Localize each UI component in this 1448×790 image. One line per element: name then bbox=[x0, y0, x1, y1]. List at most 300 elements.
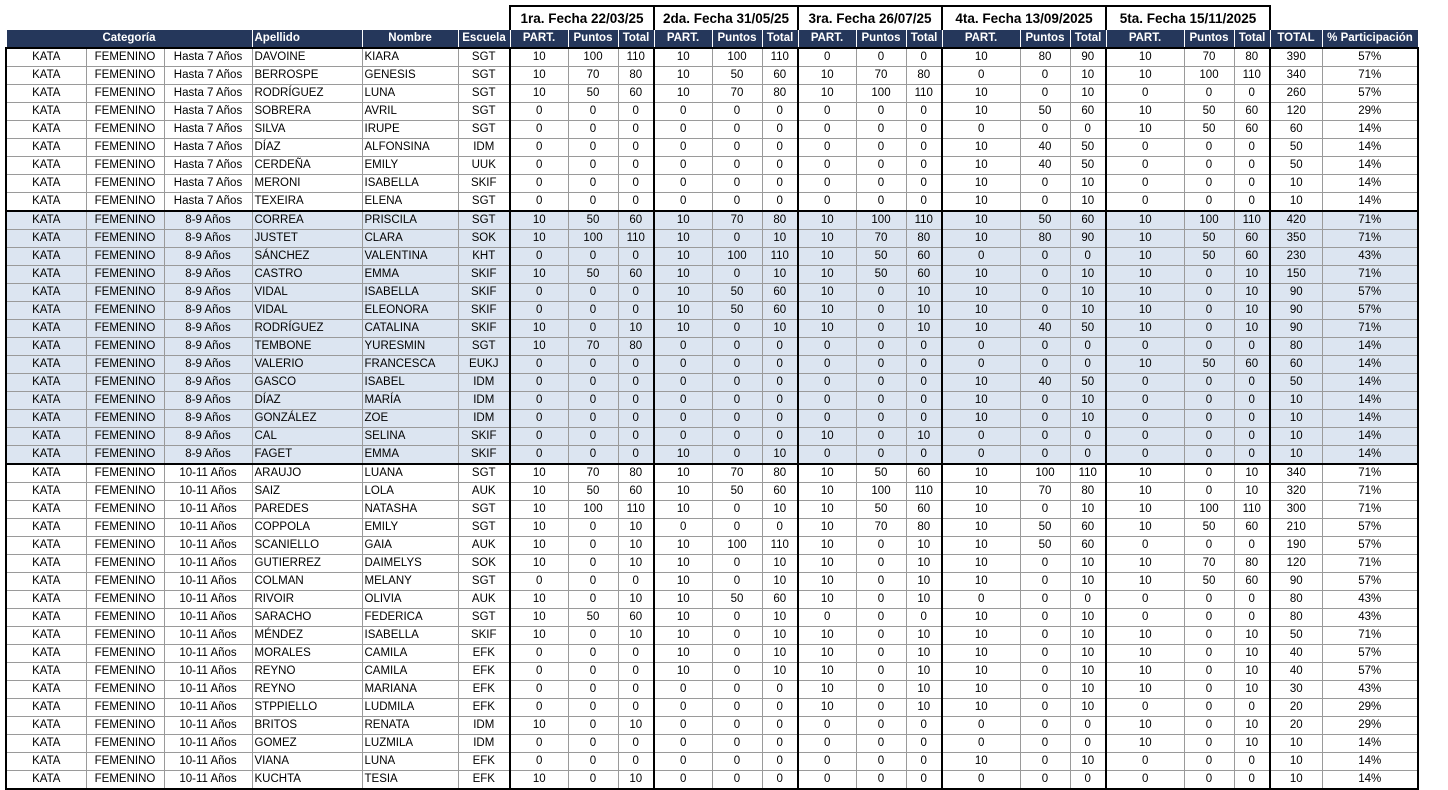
cell-fecha-1-part: 0 bbox=[510, 735, 568, 753]
cell-fecha-2-part: 10 bbox=[654, 446, 712, 465]
cell-fecha-3-total: 0 bbox=[906, 338, 942, 356]
cell-edad: 8-9 Años bbox=[164, 392, 252, 410]
cell-edad: 10-11 Años bbox=[164, 681, 252, 699]
cell-total-general: 50 bbox=[1270, 627, 1322, 645]
cell-fecha-3-part: 10 bbox=[798, 627, 856, 645]
cell-fecha-4-part: 0 bbox=[942, 67, 1020, 85]
cell-total-general: 20 bbox=[1270, 717, 1322, 735]
table-row bbox=[6, 67, 1418, 85]
cell-edad: 8-9 Años bbox=[164, 410, 252, 428]
cell-apellido: MERONI bbox=[252, 175, 362, 193]
col-header-total-general: TOTAL bbox=[1270, 30, 1322, 49]
cell-fecha-4-total: 60 bbox=[1070, 211, 1106, 230]
table-row bbox=[6, 483, 1418, 501]
cell-fecha-4-part: 10 bbox=[942, 302, 1020, 320]
cell-modalidad: KATA bbox=[6, 338, 86, 356]
cell-apellido: MORALES bbox=[252, 645, 362, 663]
cell-fecha-2-puntos: 0 bbox=[712, 356, 762, 374]
cell-fecha-1-part: 0 bbox=[510, 157, 568, 175]
cell-fecha-1-puntos: 0 bbox=[568, 537, 618, 555]
col-header-puntos: Puntos bbox=[568, 30, 618, 49]
cell-fecha-5-total: 0 bbox=[1234, 609, 1270, 627]
cell-fecha-1-total: 60 bbox=[618, 85, 654, 103]
cell-fecha-1-part: 0 bbox=[510, 645, 568, 663]
cell-fecha-1-part: 0 bbox=[510, 193, 568, 212]
cell-fecha-2-part: 10 bbox=[654, 573, 712, 591]
cell-escuela: SOK bbox=[458, 555, 510, 573]
cell-fecha-3-puntos: 0 bbox=[856, 338, 906, 356]
cell-fecha-4-puntos: 40 bbox=[1020, 139, 1070, 157]
cell-modalidad: KATA bbox=[6, 410, 86, 428]
cell-total-general: 90 bbox=[1270, 320, 1322, 338]
cell-total-general: 10 bbox=[1270, 410, 1322, 428]
cell-fecha-2-part: 0 bbox=[654, 392, 712, 410]
cell-fecha-1-puntos: 0 bbox=[568, 356, 618, 374]
cell-fecha-5-part: 10 bbox=[1106, 735, 1184, 753]
cell-fecha-4-puntos: 0 bbox=[1020, 681, 1070, 699]
cell-fecha-4-total: 10 bbox=[1070, 501, 1106, 519]
cell-fecha-2-total: 10 bbox=[762, 573, 798, 591]
cell-genero: FEMENINO bbox=[86, 609, 164, 627]
cell-fecha-5-part: 10 bbox=[1106, 67, 1184, 85]
fecha-4-header: 4ta. Fecha 13/09/2025 bbox=[942, 6, 1106, 30]
cell-edad: Hasta 7 Años bbox=[164, 193, 252, 212]
cell-escuela: SKIF bbox=[458, 446, 510, 465]
cell-fecha-5-part: 10 bbox=[1106, 663, 1184, 681]
cell-fecha-4-part: 10 bbox=[942, 139, 1020, 157]
cell-fecha-5-part: 0 bbox=[1106, 609, 1184, 627]
cell-participacion: 14% bbox=[1322, 446, 1418, 465]
cell-participacion: 71% bbox=[1322, 320, 1418, 338]
cell-fecha-2-puntos: 0 bbox=[712, 175, 762, 193]
table-row bbox=[6, 193, 1418, 212]
cell-fecha-1-total: 0 bbox=[618, 374, 654, 392]
cell-participacion: 57% bbox=[1322, 302, 1418, 320]
cell-fecha-5-total: 10 bbox=[1234, 302, 1270, 320]
cell-fecha-3-part: 10 bbox=[798, 555, 856, 573]
cell-fecha-2-part: 0 bbox=[654, 771, 712, 790]
cell-fecha-1-total: 0 bbox=[618, 284, 654, 302]
cell-fecha-2-puntos: 0 bbox=[712, 193, 762, 212]
cell-fecha-2-part: 0 bbox=[654, 139, 712, 157]
cell-genero: FEMENINO bbox=[86, 537, 164, 555]
cell-fecha-5-total: 10 bbox=[1234, 464, 1270, 483]
cell-fecha-2-total: 60 bbox=[762, 302, 798, 320]
cell-nombre: MARIANA bbox=[362, 681, 458, 699]
cell-nombre: EMMA bbox=[362, 446, 458, 465]
cell-fecha-2-total: 10 bbox=[762, 609, 798, 627]
cell-fecha-1-puntos: 50 bbox=[568, 266, 618, 284]
cell-total-general: 20 bbox=[1270, 699, 1322, 717]
cell-escuela: EFK bbox=[458, 771, 510, 790]
table-row bbox=[6, 139, 1418, 157]
cell-genero: FEMENINO bbox=[86, 663, 164, 681]
cell-fecha-2-part: 10 bbox=[654, 320, 712, 338]
cell-fecha-2-puntos: 0 bbox=[712, 771, 762, 790]
cell-apellido: ARAUJO bbox=[252, 464, 362, 483]
cell-fecha-4-total: 50 bbox=[1070, 374, 1106, 392]
cell-fecha-2-puntos: 0 bbox=[712, 103, 762, 121]
cell-edad: 10-11 Años bbox=[164, 555, 252, 573]
cell-escuela: SGT bbox=[458, 121, 510, 139]
cell-fecha-3-total: 0 bbox=[906, 139, 942, 157]
cell-fecha-3-total: 110 bbox=[906, 483, 942, 501]
cell-escuela: EFK bbox=[458, 663, 510, 681]
cell-modalidad: KATA bbox=[6, 67, 86, 85]
table-row bbox=[6, 211, 1418, 230]
cell-total-general: 40 bbox=[1270, 663, 1322, 681]
cell-genero: FEMENINO bbox=[86, 157, 164, 175]
cell-fecha-5-total: 0 bbox=[1234, 85, 1270, 103]
cell-fecha-4-total: 0 bbox=[1070, 735, 1106, 753]
cell-fecha-5-part: 10 bbox=[1106, 266, 1184, 284]
table-row bbox=[6, 519, 1418, 537]
cell-genero: FEMENINO bbox=[86, 302, 164, 320]
cell-fecha-3-puntos: 0 bbox=[856, 139, 906, 157]
cell-fecha-4-total: 110 bbox=[1070, 464, 1106, 483]
cell-fecha-4-puntos: 0 bbox=[1020, 410, 1070, 428]
cell-modalidad: KATA bbox=[6, 320, 86, 338]
cell-fecha-1-total: 0 bbox=[618, 753, 654, 771]
cell-fecha-2-puntos: 0 bbox=[712, 501, 762, 519]
cell-genero: FEMENINO bbox=[86, 519, 164, 537]
cell-fecha-4-puntos: 70 bbox=[1020, 483, 1070, 501]
cell-fecha-5-puntos: 50 bbox=[1184, 573, 1234, 591]
cell-fecha-4-total: 60 bbox=[1070, 103, 1106, 121]
cell-total-general: 50 bbox=[1270, 374, 1322, 392]
cell-fecha-1-total: 0 bbox=[618, 735, 654, 753]
cell-nombre: GAIA bbox=[362, 537, 458, 555]
cell-fecha-3-total: 10 bbox=[906, 699, 942, 717]
cell-apellido: GOMEZ bbox=[252, 735, 362, 753]
cell-fecha-4-puntos: 0 bbox=[1020, 356, 1070, 374]
cell-genero: FEMENINO bbox=[86, 573, 164, 591]
cell-fecha-1-part: 0 bbox=[510, 284, 568, 302]
cell-nombre: LUDMILA bbox=[362, 699, 458, 717]
cell-genero: FEMENINO bbox=[86, 103, 164, 121]
table-body bbox=[6, 48, 1418, 789]
cell-nombre: VALENTINA bbox=[362, 248, 458, 266]
cell-fecha-2-part: 10 bbox=[654, 609, 712, 627]
cell-modalidad: KATA bbox=[6, 230, 86, 248]
cell-participacion: 57% bbox=[1322, 48, 1418, 67]
cell-fecha-4-total: 10 bbox=[1070, 609, 1106, 627]
cell-fecha-1-total: 110 bbox=[618, 48, 654, 67]
cell-modalidad: KATA bbox=[6, 464, 86, 483]
cell-apellido: REYNO bbox=[252, 681, 362, 699]
cell-fecha-3-puntos: 0 bbox=[856, 735, 906, 753]
cell-fecha-5-part: 10 bbox=[1106, 211, 1184, 230]
cell-total-general: 10 bbox=[1270, 771, 1322, 790]
cell-fecha-2-total: 0 bbox=[762, 717, 798, 735]
cell-genero: FEMENINO bbox=[86, 320, 164, 338]
cell-fecha-1-part: 10 bbox=[510, 537, 568, 555]
cell-fecha-1-puntos: 100 bbox=[568, 48, 618, 67]
cell-genero: FEMENINO bbox=[86, 139, 164, 157]
cell-fecha-1-part: 0 bbox=[510, 302, 568, 320]
cell-fecha-4-part: 10 bbox=[942, 230, 1020, 248]
cell-fecha-1-puntos: 0 bbox=[568, 645, 618, 663]
cell-fecha-3-total: 110 bbox=[906, 211, 942, 230]
cell-escuela: IDM bbox=[458, 735, 510, 753]
cell-fecha-4-total: 0 bbox=[1070, 428, 1106, 446]
cell-genero: FEMENINO bbox=[86, 428, 164, 446]
cell-fecha-4-puntos: 0 bbox=[1020, 753, 1070, 771]
cell-fecha-5-part: 10 bbox=[1106, 501, 1184, 519]
cell-participacion: 29% bbox=[1322, 717, 1418, 735]
cell-fecha-3-puntos: 0 bbox=[856, 591, 906, 609]
cell-apellido: MÉNDEZ bbox=[252, 627, 362, 645]
cell-fecha-1-puntos: 0 bbox=[568, 663, 618, 681]
cell-fecha-2-puntos: 0 bbox=[712, 573, 762, 591]
cell-fecha-3-puntos: 0 bbox=[856, 392, 906, 410]
cell-fecha-2-part: 10 bbox=[654, 302, 712, 320]
cell-fecha-3-part: 10 bbox=[798, 266, 856, 284]
cell-fecha-1-part: 10 bbox=[510, 555, 568, 573]
cell-fecha-5-part: 0 bbox=[1106, 374, 1184, 392]
cell-escuela: EUKJ bbox=[458, 356, 510, 374]
cell-fecha-2-part: 0 bbox=[654, 681, 712, 699]
cell-nombre: LUNA bbox=[362, 85, 458, 103]
cell-fecha-3-part: 0 bbox=[798, 157, 856, 175]
cell-fecha-5-total: 80 bbox=[1234, 555, 1270, 573]
cell-apellido: SOBRERA bbox=[252, 103, 362, 121]
cell-fecha-2-part: 10 bbox=[654, 483, 712, 501]
cell-modalidad: KATA bbox=[6, 356, 86, 374]
cell-participacion: 71% bbox=[1322, 483, 1418, 501]
cell-fecha-4-part: 0 bbox=[942, 338, 1020, 356]
cell-fecha-4-part: 10 bbox=[942, 555, 1020, 573]
cell-fecha-5-puntos: 0 bbox=[1184, 374, 1234, 392]
cell-fecha-2-part: 10 bbox=[654, 464, 712, 483]
cell-fecha-1-puntos: 50 bbox=[568, 609, 618, 627]
cell-fecha-5-puntos: 0 bbox=[1184, 85, 1234, 103]
cell-fecha-3-total: 0 bbox=[906, 771, 942, 790]
cell-participacion: 14% bbox=[1322, 771, 1418, 790]
cell-participacion: 14% bbox=[1322, 338, 1418, 356]
cell-apellido: BERROSPE bbox=[252, 67, 362, 85]
cell-fecha-3-puntos: 100 bbox=[856, 85, 906, 103]
cell-fecha-4-total: 50 bbox=[1070, 139, 1106, 157]
cell-edad: 10-11 Años bbox=[164, 735, 252, 753]
cell-genero: FEMENINO bbox=[86, 735, 164, 753]
cell-fecha-5-total: 0 bbox=[1234, 446, 1270, 465]
cell-fecha-1-part: 0 bbox=[510, 175, 568, 193]
cell-apellido: COPPOLA bbox=[252, 519, 362, 537]
col-header-puntos: Puntos bbox=[856, 30, 906, 49]
cell-fecha-2-part: 10 bbox=[654, 501, 712, 519]
cell-fecha-5-part: 0 bbox=[1106, 537, 1184, 555]
cell-fecha-4-total: 10 bbox=[1070, 627, 1106, 645]
cell-edad: Hasta 7 Años bbox=[164, 121, 252, 139]
cell-fecha-3-part: 0 bbox=[798, 753, 856, 771]
cell-fecha-1-part: 0 bbox=[510, 681, 568, 699]
cell-fecha-2-total: 0 bbox=[762, 771, 798, 790]
col-header-total: Total bbox=[618, 30, 654, 49]
cell-fecha-5-part: 0 bbox=[1106, 753, 1184, 771]
cell-escuela: SGT bbox=[458, 519, 510, 537]
cell-fecha-4-total: 10 bbox=[1070, 302, 1106, 320]
cell-fecha-5-part: 0 bbox=[1106, 193, 1184, 212]
cell-fecha-3-total: 0 bbox=[906, 717, 942, 735]
cell-nombre: KIARA bbox=[362, 48, 458, 67]
cell-fecha-3-puntos: 0 bbox=[856, 48, 906, 67]
cell-fecha-3-total: 10 bbox=[906, 428, 942, 446]
cell-fecha-1-part: 10 bbox=[510, 591, 568, 609]
cell-fecha-4-puntos: 80 bbox=[1020, 230, 1070, 248]
cell-nombre: EMILY bbox=[362, 157, 458, 175]
cell-fecha-5-puntos: 50 bbox=[1184, 230, 1234, 248]
cell-fecha-5-part: 0 bbox=[1106, 392, 1184, 410]
cell-escuela: SKIF bbox=[458, 302, 510, 320]
cell-fecha-2-part: 10 bbox=[654, 48, 712, 67]
cell-fecha-2-total: 0 bbox=[762, 374, 798, 392]
cell-fecha-5-total: 60 bbox=[1234, 356, 1270, 374]
cell-fecha-5-total: 60 bbox=[1234, 121, 1270, 139]
cell-apellido: VALERIO bbox=[252, 356, 362, 374]
cell-fecha-3-puntos: 0 bbox=[856, 627, 906, 645]
cell-fecha-4-puntos: 0 bbox=[1020, 248, 1070, 266]
cell-apellido: DAVOINE bbox=[252, 48, 362, 67]
cell-fecha-5-total: 0 bbox=[1234, 392, 1270, 410]
cell-fecha-3-total: 80 bbox=[906, 230, 942, 248]
cell-nombre: ALFONSINA bbox=[362, 139, 458, 157]
cell-fecha-3-part: 10 bbox=[798, 284, 856, 302]
cell-total-general: 300 bbox=[1270, 501, 1322, 519]
cell-apellido: SARACHO bbox=[252, 609, 362, 627]
cell-fecha-1-total: 10 bbox=[618, 537, 654, 555]
cell-fecha-1-puntos: 100 bbox=[568, 230, 618, 248]
cell-escuela: IDM bbox=[458, 392, 510, 410]
cell-fecha-1-total: 0 bbox=[618, 157, 654, 175]
table-row bbox=[6, 537, 1418, 555]
cell-fecha-3-puntos: 0 bbox=[856, 284, 906, 302]
cell-fecha-4-puntos: 0 bbox=[1020, 266, 1070, 284]
cell-fecha-3-puntos: 0 bbox=[856, 428, 906, 446]
cell-fecha-4-total: 10 bbox=[1070, 175, 1106, 193]
cell-fecha-2-total: 60 bbox=[762, 591, 798, 609]
cell-fecha-4-puntos: 0 bbox=[1020, 627, 1070, 645]
cell-fecha-2-total: 80 bbox=[762, 464, 798, 483]
cell-nombre: ISABEL bbox=[362, 374, 458, 392]
cell-participacion: 14% bbox=[1322, 157, 1418, 175]
cell-fecha-5-puntos: 0 bbox=[1184, 157, 1234, 175]
cell-fecha-4-puntos: 0 bbox=[1020, 717, 1070, 735]
cell-fecha-2-total: 0 bbox=[762, 410, 798, 428]
cell-nombre: ELEONORA bbox=[362, 302, 458, 320]
cell-fecha-4-part: 10 bbox=[942, 681, 1020, 699]
cell-fecha-4-part: 10 bbox=[942, 374, 1020, 392]
cell-fecha-1-total: 0 bbox=[618, 392, 654, 410]
cell-fecha-2-part: 0 bbox=[654, 428, 712, 446]
cell-edad: 10-11 Años bbox=[164, 483, 252, 501]
cell-fecha-1-part: 0 bbox=[510, 410, 568, 428]
cell-total-general: 30 bbox=[1270, 681, 1322, 699]
cell-fecha-1-part: 10 bbox=[510, 519, 568, 537]
col-header-part: PART. bbox=[798, 30, 856, 49]
cell-edad: 8-9 Años bbox=[164, 284, 252, 302]
cell-fecha-4-puntos: 40 bbox=[1020, 157, 1070, 175]
cell-fecha-3-total: 10 bbox=[906, 591, 942, 609]
cell-fecha-3-puntos: 0 bbox=[856, 374, 906, 392]
cell-fecha-1-part: 10 bbox=[510, 483, 568, 501]
cell-fecha-2-total: 10 bbox=[762, 555, 798, 573]
cell-fecha-3-part: 0 bbox=[798, 374, 856, 392]
cell-fecha-4-puntos: 0 bbox=[1020, 302, 1070, 320]
cell-fecha-3-part: 10 bbox=[798, 230, 856, 248]
cell-fecha-1-puntos: 0 bbox=[568, 771, 618, 790]
cell-fecha-1-total: 0 bbox=[618, 175, 654, 193]
cell-total-general: 90 bbox=[1270, 302, 1322, 320]
cell-fecha-2-puntos: 0 bbox=[712, 446, 762, 465]
cell-fecha-2-part: 0 bbox=[654, 753, 712, 771]
cell-participacion: 29% bbox=[1322, 699, 1418, 717]
table-row bbox=[6, 699, 1418, 717]
cell-total-general: 90 bbox=[1270, 573, 1322, 591]
cell-escuela: SKIF bbox=[458, 266, 510, 284]
cell-total-general: 150 bbox=[1270, 266, 1322, 284]
cell-fecha-4-puntos: 0 bbox=[1020, 573, 1070, 591]
cell-fecha-5-part: 0 bbox=[1106, 139, 1184, 157]
cell-fecha-4-puntos: 0 bbox=[1020, 699, 1070, 717]
cell-fecha-1-puntos: 0 bbox=[568, 139, 618, 157]
cell-fecha-1-puntos: 0 bbox=[568, 248, 618, 266]
cell-participacion: 71% bbox=[1322, 211, 1418, 230]
cell-fecha-3-part: 0 bbox=[798, 392, 856, 410]
cell-fecha-4-part: 10 bbox=[942, 320, 1020, 338]
cell-apellido: SAIZ bbox=[252, 483, 362, 501]
cell-modalidad: KATA bbox=[6, 85, 86, 103]
cell-fecha-4-puntos: 0 bbox=[1020, 771, 1070, 790]
cell-fecha-1-total: 80 bbox=[618, 67, 654, 85]
cell-edad: 10-11 Años bbox=[164, 519, 252, 537]
cell-edad: 10-11 Años bbox=[164, 771, 252, 790]
table-row bbox=[6, 663, 1418, 681]
cell-fecha-2-part: 0 bbox=[654, 717, 712, 735]
cell-fecha-4-puntos: 50 bbox=[1020, 103, 1070, 121]
cell-apellido: STPPIELLO bbox=[252, 699, 362, 717]
cell-fecha-2-part: 10 bbox=[654, 248, 712, 266]
cell-total-general: 10 bbox=[1270, 392, 1322, 410]
cell-fecha-1-puntos: 0 bbox=[568, 573, 618, 591]
cell-apellido: PAREDES bbox=[252, 501, 362, 519]
cell-fecha-4-puntos: 0 bbox=[1020, 85, 1070, 103]
cell-fecha-5-puntos: 0 bbox=[1184, 627, 1234, 645]
table-row bbox=[6, 284, 1418, 302]
cell-fecha-3-total: 0 bbox=[906, 48, 942, 67]
cell-fecha-1-part: 10 bbox=[510, 85, 568, 103]
cell-fecha-1-puntos: 70 bbox=[568, 464, 618, 483]
cell-fecha-1-part: 0 bbox=[510, 663, 568, 681]
cell-fecha-2-part: 10 bbox=[654, 67, 712, 85]
cell-fecha-3-part: 10 bbox=[798, 67, 856, 85]
cell-edad: 10-11 Años bbox=[164, 537, 252, 555]
cell-fecha-1-total: 60 bbox=[618, 211, 654, 230]
cell-fecha-1-puntos: 0 bbox=[568, 121, 618, 139]
cell-fecha-4-puntos: 0 bbox=[1020, 428, 1070, 446]
cell-escuela: SKIF bbox=[458, 284, 510, 302]
cell-nombre: SELINA bbox=[362, 428, 458, 446]
cell-fecha-5-total: 0 bbox=[1234, 753, 1270, 771]
cell-participacion: 14% bbox=[1322, 735, 1418, 753]
cell-escuela: SKIF bbox=[458, 428, 510, 446]
cell-total-general: 260 bbox=[1270, 85, 1322, 103]
cell-fecha-2-total: 10 bbox=[762, 501, 798, 519]
cell-modalidad: KATA bbox=[6, 157, 86, 175]
cell-fecha-3-part: 10 bbox=[798, 320, 856, 338]
col-header-part: PART. bbox=[942, 30, 1020, 49]
cell-fecha-3-part: 0 bbox=[798, 193, 856, 212]
